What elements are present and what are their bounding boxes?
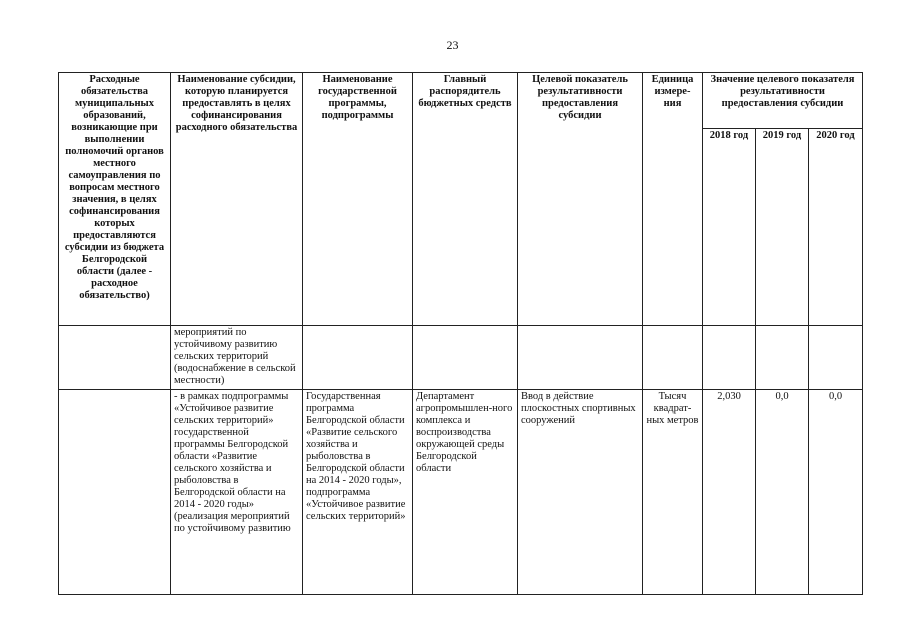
cell-target-indicator [518, 326, 643, 390]
cell-unit [643, 326, 703, 390]
header-budget-manager: Главный распорядитель бюджетных средств [413, 73, 518, 326]
cell-program-name [303, 326, 413, 390]
table-row [59, 390, 863, 595]
header-year-2018: 2018 год [703, 129, 756, 326]
cell-value-2018 [703, 326, 756, 390]
cell-value-2019: 0,0 [756, 390, 809, 595]
header-subsidy-name: Наименование субсидии, которую планируется предоставлять в целях софинансирования расходного обязательства [171, 73, 303, 326]
header-unit: Единица измере-ния [643, 73, 703, 326]
cell-budget-manager: Департамент агропромышлен-ного комплекса и воспроизводства окружающей среды Белгородской области [413, 390, 518, 595]
cell-unit: Тысяч квадрат-ных метров [643, 390, 703, 595]
header-expense-obligation: Расходные обязательства муниципальных образований, возникающие при выполнении полномочий органов местного самоуправления по вопросам местного значения, в целях софинансирования которых предоставляются субсидии из бюджета Белгородской области (далее - расходное обязательство) [59, 73, 171, 326]
cell-subsidy-name: мероприятий по устойчивому развитию сельских территорий (водоснабжение в сельской местности) [171, 326, 303, 390]
cell-program-name: Государственная программа Белгородской области «Развитие сельского хозяйства и рыболовства в Белгородской области на 2014 - 2020 годы», подпрограмма «Устойчивое развитие сельских территорий» [303, 390, 413, 595]
cell-subsidy-name: - в рамках подпрограммы «Устойчивое развитие сельских территорий» государственной программы Белгородской области «Развитие сельского хозяйства и рыболовства в Белгородской области на 2014 - 2020 годы» (реализация мероприятий по устойчивому развитию [171, 390, 303, 595]
cell-value-2020: 0,0 [809, 390, 863, 595]
header-target-indicator: Целевой показатель результативности предоставления субсидии [518, 73, 643, 326]
cell-value-2018: 2,030 [703, 390, 756, 595]
cell-expense-obligation [59, 390, 171, 595]
cell-expense-obligation [59, 326, 171, 390]
header-program-name: Наименование государственной программы, подпрограммы [303, 73, 413, 326]
cell-target-indicator: Ввод в действие плоскостных спортивных сооружений [518, 390, 643, 595]
table-row [59, 326, 863, 390]
header-year-2020: 2020 год [809, 129, 863, 326]
cell-budget-manager [413, 326, 518, 390]
header-indicator-value: Значение целевого показателя результативности предоставления субсидии [703, 73, 863, 129]
cell-value-2019 [756, 326, 809, 390]
cell-value-2020 [809, 326, 863, 390]
header-year-2019: 2019 год [756, 129, 809, 326]
page-number: 23 [446, 38, 459, 52]
subsidy-table [58, 72, 863, 595]
